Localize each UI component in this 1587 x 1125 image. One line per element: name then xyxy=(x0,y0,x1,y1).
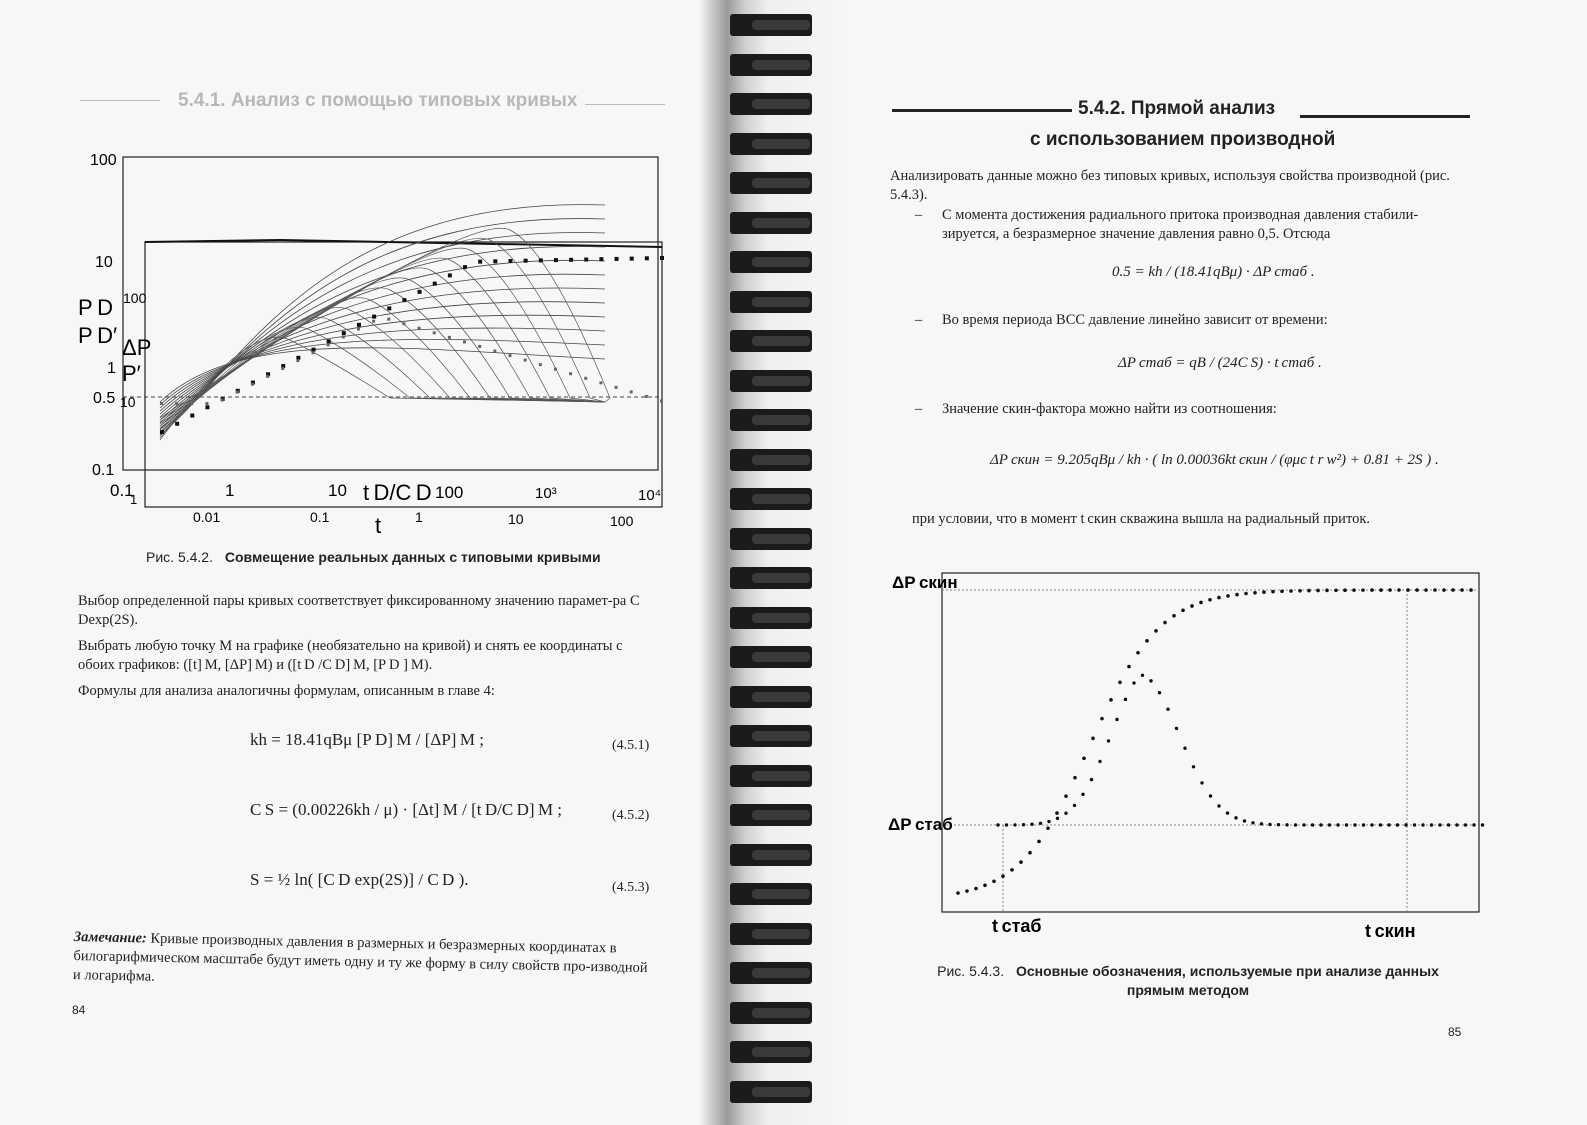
derivative-marker xyxy=(387,318,390,321)
derivative-dot xyxy=(1226,811,1229,814)
pressure-marker xyxy=(630,257,634,261)
derivative-dot xyxy=(1447,823,1450,826)
pressure-dot xyxy=(1235,593,1239,597)
caption-number: Рис. 5.4.3. xyxy=(937,963,1005,979)
y-tick-label: 1 xyxy=(107,360,116,377)
y-label-pd: P D xyxy=(78,295,113,320)
pressure-dot xyxy=(1019,860,1023,864)
section-heading: 5.4.2. Прямой анализ xyxy=(1078,98,1276,119)
pressure-dot xyxy=(1001,874,1005,878)
derivative-dot xyxy=(1336,823,1339,826)
pressure-dot xyxy=(1145,639,1149,643)
derivative-dot xyxy=(1413,823,1416,826)
derivative-dot xyxy=(1404,823,1407,826)
derivative-type-curve xyxy=(160,238,605,420)
derivative-marker xyxy=(357,328,360,331)
pressure-dot xyxy=(1226,594,1230,598)
derivative-type-curve xyxy=(160,337,605,440)
pressure-dot xyxy=(1469,588,1473,592)
equation-number: (4.5.1) xyxy=(612,738,650,753)
top-x-title: t D/C D xyxy=(363,480,432,505)
pressure-marker xyxy=(387,306,391,310)
pressure-dot xyxy=(1028,851,1032,855)
derivative-dot xyxy=(1132,681,1135,684)
caption-number: Рис. 5.4.2. xyxy=(146,549,213,565)
derivative-dot xyxy=(1192,765,1195,768)
derivative-dot xyxy=(1379,823,1382,826)
derivative-marker xyxy=(402,322,405,325)
derivative-marker xyxy=(221,398,224,401)
note xyxy=(73,928,659,997)
pressure-dot xyxy=(1154,629,1158,633)
derivative-dot xyxy=(1166,708,1169,711)
pressure-dot xyxy=(1217,596,1221,600)
binding-ring xyxy=(730,330,812,352)
derivative-dot xyxy=(1175,727,1178,730)
pressure-marker xyxy=(508,259,512,263)
frame-thick-edge xyxy=(280,240,662,247)
caption-title: Совмещение реальных данных с типовыми кривыми xyxy=(224,549,601,565)
pressure-marker xyxy=(357,323,361,327)
derivative-dot xyxy=(1353,823,1356,826)
pressure-marker xyxy=(190,414,194,418)
binding-ring xyxy=(730,1041,812,1063)
pressure-marker xyxy=(205,405,209,409)
derivative-dot xyxy=(1302,823,1305,826)
pressure-dot xyxy=(1262,590,1266,594)
derivative-dot xyxy=(1005,823,1008,826)
binding-ring xyxy=(730,212,812,234)
paragraph: Выбрать любую точку M на графике (необязательно на кривой) и снять ее координаты с обоих графиков: ([t] M, [ΔP] M) и ([t D /C D] M, [P D ] M). xyxy=(78,638,623,673)
derivative-marker xyxy=(539,363,542,366)
pressure-dot xyxy=(1397,588,1401,592)
pressure-marker xyxy=(539,258,543,262)
derivative-marker xyxy=(205,402,208,405)
derivative-dot xyxy=(1345,823,1348,826)
binding-ring xyxy=(730,251,812,273)
derivative-marker xyxy=(615,386,618,389)
derivative-dot xyxy=(1209,794,1212,797)
pressure-dot xyxy=(1172,614,1176,618)
derivative-marker xyxy=(251,383,254,386)
derivative-dot xyxy=(1455,823,1458,826)
derivative-dot xyxy=(1158,691,1161,694)
pressure-dot xyxy=(1361,588,1365,592)
derivative-dots xyxy=(996,674,1484,827)
bottom-x-tick-label: 1 xyxy=(415,509,423,525)
derivative-dot xyxy=(1396,823,1399,826)
direct-analysis-figure xyxy=(880,560,1500,945)
pressure-dot xyxy=(1460,588,1464,592)
derivative-type-curve xyxy=(160,268,605,426)
derivative-marker xyxy=(372,320,375,323)
binding-ring xyxy=(730,1002,812,1024)
derivative-dot xyxy=(1183,746,1186,749)
inner-y-tick-label: 100 xyxy=(123,290,147,306)
pressure-marker xyxy=(660,256,664,260)
pressure-marker xyxy=(418,290,422,294)
derivative-dot xyxy=(1387,823,1390,826)
pressure-dot xyxy=(1073,776,1077,780)
pressure-marker xyxy=(433,282,437,286)
pressure-dot xyxy=(1325,589,1329,593)
inner-y-tick-label: 10 xyxy=(120,394,136,410)
y-tick-label: 10 xyxy=(95,254,113,271)
bottom-x-tick-label: 0.1 xyxy=(310,509,330,525)
label-t-stab: t стаб xyxy=(992,916,1042,936)
y-label-pd-prime: P D′ xyxy=(78,323,118,348)
top-x-tick-label: 100 xyxy=(435,483,464,502)
derivative-dot xyxy=(1251,821,1254,824)
pressure-marker xyxy=(615,257,619,261)
derivative-dot xyxy=(1073,804,1076,807)
binding-ring xyxy=(730,765,812,787)
pressure-dot xyxy=(1298,589,1302,593)
binding-ring xyxy=(730,686,812,708)
pressure-dot xyxy=(974,887,978,891)
derivative-marker xyxy=(645,395,648,398)
derivative-type-curve xyxy=(160,327,605,438)
derivative-marker xyxy=(160,402,163,405)
y-label-p-prime: P′ xyxy=(122,361,141,386)
heading-rule-left xyxy=(892,109,1072,112)
pressure-marker xyxy=(463,265,467,269)
pressure-marker xyxy=(493,259,497,263)
derivative-dot xyxy=(1039,822,1042,825)
equation-skin: ΔP скин = 9.205qBμ / kh · ( ln 0.00036kt скин / (φμc t r w²) + 0.81 + 2S ) . xyxy=(990,452,1439,468)
derivative-dot xyxy=(1328,823,1331,826)
derivative-marker xyxy=(493,350,496,353)
note-text: Кривые производных давления в размерных и безразмерных координатах в билогарифмическом масштабе будут иметь одну и ту же форму в силу свойств про-изводной и логарифма. xyxy=(72,930,648,985)
figure-caption-right xyxy=(928,962,1448,1000)
pressure-marker xyxy=(342,331,346,335)
pressure-dot xyxy=(1334,588,1338,592)
pressure-dot xyxy=(1091,737,1095,741)
binding-ring xyxy=(730,449,812,471)
derivative-type-curve xyxy=(160,288,605,430)
derivative-marker xyxy=(599,381,602,384)
pressure-dot xyxy=(1253,591,1257,595)
pressure-dot xyxy=(1010,868,1014,872)
pressure-dot xyxy=(1046,826,1050,830)
derivative-marker xyxy=(554,368,557,371)
derivative-dot xyxy=(1030,823,1033,826)
pressure-dot xyxy=(1343,588,1347,592)
binding-ring xyxy=(730,133,812,155)
derivative-marker xyxy=(508,354,511,357)
derivative-dot xyxy=(1370,823,1373,826)
pressure-dot xyxy=(1388,588,1392,592)
pressure-dot xyxy=(1406,588,1410,592)
y-tick-label: 0.5 xyxy=(93,390,116,407)
type-curve xyxy=(160,339,605,405)
page-number: 84 xyxy=(72,1003,86,1017)
derivative-dot xyxy=(1141,674,1144,677)
y-tick-label: 0.1 xyxy=(92,462,115,479)
derivative-dot xyxy=(1243,819,1246,822)
pressure-marker xyxy=(448,273,452,277)
pressure-dot xyxy=(1199,601,1203,605)
equation-4-5-2: C S = (0.00226kh / μ) · [Δt] M / [t D/C D] M ; xyxy=(250,800,563,819)
pressure-marker xyxy=(569,258,573,262)
derivative-type-curve xyxy=(160,278,605,428)
pressure-dot xyxy=(1379,588,1383,592)
pressure-dot xyxy=(1289,589,1293,593)
label-dp-skin: ΔP скин xyxy=(892,573,958,592)
derivative-dot xyxy=(1200,781,1203,784)
running-head-rule-right xyxy=(585,104,665,105)
derivative-dot xyxy=(1430,823,1433,826)
pressure-dot xyxy=(1136,651,1140,655)
derivative-dot xyxy=(1149,679,1152,682)
pressure-dot xyxy=(1433,588,1437,592)
pressure-dot xyxy=(1208,598,1212,602)
right-page xyxy=(850,0,1587,1125)
derivative-dot xyxy=(1481,823,1484,826)
derivative-dot xyxy=(1438,823,1441,826)
pressure-dot xyxy=(983,883,987,887)
pressure-marker xyxy=(327,339,331,343)
top-x-tick-label: 10 xyxy=(328,481,347,500)
derivative-dot xyxy=(1234,816,1237,819)
running-head: 5.4.1. Анализ с помощью типовых кривых xyxy=(178,90,578,111)
equation-4-5-1: kh = 18.41qBμ [P D] M / [ΔP] M ; xyxy=(250,730,484,749)
binding-ring xyxy=(730,14,812,36)
pressure-dot xyxy=(1424,588,1428,592)
caption-title: Основные обозначения, используемые при анализе данных прямым методом xyxy=(1015,963,1439,998)
pressure-dot xyxy=(1127,665,1131,669)
pressure-marker xyxy=(372,315,376,319)
derivative-marker xyxy=(312,351,315,354)
pressure-dot xyxy=(956,891,960,895)
pressure-dot xyxy=(1163,621,1167,625)
bullet-dash: – xyxy=(915,312,923,328)
binding-ring xyxy=(730,370,812,392)
pressure-dot xyxy=(1037,840,1041,844)
pressure-dot xyxy=(1181,609,1185,613)
top-x-tick-label: 10⁴ xyxy=(638,487,662,504)
bottom-x-tick-label: 0.01 xyxy=(193,509,221,525)
pressure-marker xyxy=(645,256,649,260)
binding-ring xyxy=(730,528,812,550)
top-x-tick-label: 0.1 xyxy=(110,481,134,500)
derivative-dot xyxy=(1268,823,1271,826)
equation-stab-2: ΔP стаб = qB / (24C S) · t стаб . xyxy=(1118,355,1322,371)
binding-ring xyxy=(730,646,812,668)
pressure-marker xyxy=(599,257,603,261)
derivative-marker xyxy=(569,372,572,375)
derivative-dot xyxy=(1319,823,1322,826)
derivative-dot xyxy=(1064,812,1067,815)
pressure-marker xyxy=(402,298,406,302)
left-page xyxy=(0,0,700,1125)
derivative-dot xyxy=(1013,823,1016,826)
pressure-dot xyxy=(992,879,996,883)
pressure-dot xyxy=(1100,717,1104,721)
binding-ring xyxy=(730,844,812,866)
derivative-dot xyxy=(1472,823,1475,826)
derivative-marker xyxy=(448,336,451,339)
derivative-marker xyxy=(327,343,330,346)
label-t-skin: t скин xyxy=(1365,921,1416,941)
direct-figure-frame xyxy=(942,573,1479,912)
bullet-text: Значение скин-фактора можно найти из соотношения: xyxy=(942,401,1277,417)
derivative-marker xyxy=(524,359,527,362)
derivative-marker xyxy=(630,390,633,393)
derivative-dot xyxy=(1081,793,1084,796)
derivative-dot xyxy=(1124,698,1127,701)
derivative-marker xyxy=(190,402,193,405)
bottom-x-tick-label: 100 xyxy=(610,513,634,529)
derivative-marker xyxy=(175,402,178,405)
binding-ring xyxy=(730,567,812,589)
bullet-dash: – xyxy=(915,401,923,417)
derivative-dot xyxy=(1362,823,1365,826)
derivative-dot xyxy=(1107,739,1110,742)
pressure-marker xyxy=(312,348,316,352)
binding-ring xyxy=(730,962,812,984)
equation-stab-1: 0.5 = kh / (18.41qBμ) · ΔP стаб . xyxy=(1112,264,1315,280)
pressure-marker xyxy=(160,430,164,434)
derivative-dot xyxy=(1022,823,1025,826)
binding-ring xyxy=(730,54,812,76)
binding-ring xyxy=(730,93,812,115)
derivative-marker xyxy=(478,345,481,348)
pressure-dot xyxy=(1352,588,1356,592)
derivative-dot xyxy=(1277,823,1280,826)
derivative-marker xyxy=(463,340,466,343)
pressure-dot xyxy=(1370,588,1374,592)
pressure-dot xyxy=(1055,811,1059,815)
condition-paragraph: при условии, что в момент t скин скважина вышла на радиальный приток. xyxy=(912,511,1371,527)
derivative-dot xyxy=(1464,823,1467,826)
binding-ring xyxy=(730,291,812,313)
derivative-marker xyxy=(266,375,269,378)
page-number: 85 xyxy=(1448,1025,1462,1039)
pressure-dot xyxy=(1307,589,1311,593)
top-x-tick-label: 1 xyxy=(225,481,235,500)
derivative-marker xyxy=(342,335,345,338)
pressure-dot xyxy=(1109,698,1113,702)
spiral-binding xyxy=(700,0,850,1125)
figure-caption-left xyxy=(146,549,601,565)
derivative-dot xyxy=(1260,822,1263,825)
pressure-dot xyxy=(965,889,969,893)
binding-ring xyxy=(730,923,812,945)
bullet-dash: – xyxy=(915,207,923,223)
equation-number: (4.5.2) xyxy=(612,808,650,823)
top-x-tick-label: 10³ xyxy=(535,485,557,502)
pressure-dot xyxy=(1064,794,1068,798)
pressure-dot xyxy=(1082,756,1086,760)
y-tick-label: 100 xyxy=(90,152,117,169)
bottom-x-tick-label: 1 xyxy=(130,492,138,507)
pressure-marker xyxy=(175,422,179,426)
pressure-dot xyxy=(1451,588,1455,592)
label-dp-stab: ΔP стаб xyxy=(888,815,953,834)
type-curve-figure xyxy=(60,140,680,540)
derivative-marker xyxy=(433,331,436,334)
equation-4-5-3: S = ½ ln( [C D exp(2S)] / C D ). xyxy=(250,870,469,889)
derivative-dot xyxy=(1098,760,1101,763)
derivative-marker xyxy=(296,359,299,362)
binding-ring xyxy=(730,172,812,194)
pressure-dot xyxy=(1244,592,1248,596)
pressure-dot xyxy=(1190,604,1194,608)
derivative-marker xyxy=(236,391,239,394)
pressure-dot xyxy=(1118,681,1122,685)
derivative-dot xyxy=(1217,804,1220,807)
binding-ring xyxy=(730,1081,812,1103)
equation-number: (4.5.3) xyxy=(612,880,650,895)
derivative-marker xyxy=(418,327,421,330)
running-head-rule-left xyxy=(80,100,160,101)
paragraph: Формулы для анализа аналогичны формулам, описанным в главе 4: xyxy=(78,683,495,699)
pressure-marker xyxy=(554,258,558,262)
derivative-marker xyxy=(584,377,587,380)
bullet-text: С момента достижения радиального притока производная давления стабили-зируется, а безразмерное значение давления равно 0,5. Отсюда xyxy=(942,207,1419,242)
pressure-dot xyxy=(1442,588,1446,592)
derivative-dot xyxy=(1115,718,1118,721)
bottom-x-tick-label: 10 xyxy=(508,511,524,527)
derivative-marker xyxy=(281,367,284,370)
pressure-marker xyxy=(524,259,528,263)
derivative-dot xyxy=(1311,823,1314,826)
binding-ring xyxy=(730,725,812,747)
paragraph: Выбор определенной пары кривых соответствует фиксированному значению парамет-ра C Dexp(2S). xyxy=(78,593,643,628)
bottom-x-title: t xyxy=(375,513,382,538)
y-label-delta-p: ΔP xyxy=(122,335,152,360)
binding-ring xyxy=(730,883,812,905)
derivative-dot xyxy=(1090,778,1093,781)
derivative-dot xyxy=(1056,817,1059,820)
intro-paragraph: Анализировать данные можно без типовых кривых, используя свойства производной (рис. 5.4.3). xyxy=(890,168,1450,203)
pressure-dot xyxy=(1415,588,1419,592)
binding-ring xyxy=(730,488,812,510)
pressure-marker xyxy=(584,258,588,262)
heading-rule-right xyxy=(1300,115,1470,118)
derivative-dot xyxy=(1421,823,1424,826)
pressure-dot xyxy=(1316,589,1320,593)
pressure-marker xyxy=(478,260,482,264)
binding-ring xyxy=(730,804,812,826)
pressure-dots xyxy=(956,588,1473,895)
derivative-dot xyxy=(1047,820,1050,823)
derivative-type-curve xyxy=(160,248,605,422)
derivative-dot xyxy=(1285,823,1288,826)
pressure-dot xyxy=(1280,589,1284,593)
note-label: Замечание: xyxy=(73,928,148,947)
bullet-text: Во время периода ВСС давление линейно зависит от времени: xyxy=(942,312,1328,328)
section-heading-line2: с использованием производной xyxy=(1030,129,1336,150)
binding-ring xyxy=(730,607,812,629)
binding-ring xyxy=(730,409,812,431)
derivative-dot xyxy=(1294,823,1297,826)
derivative-dot xyxy=(996,823,999,826)
data-markers xyxy=(160,256,664,434)
pressure-dot xyxy=(1271,590,1275,594)
derivative-marker xyxy=(660,400,663,403)
